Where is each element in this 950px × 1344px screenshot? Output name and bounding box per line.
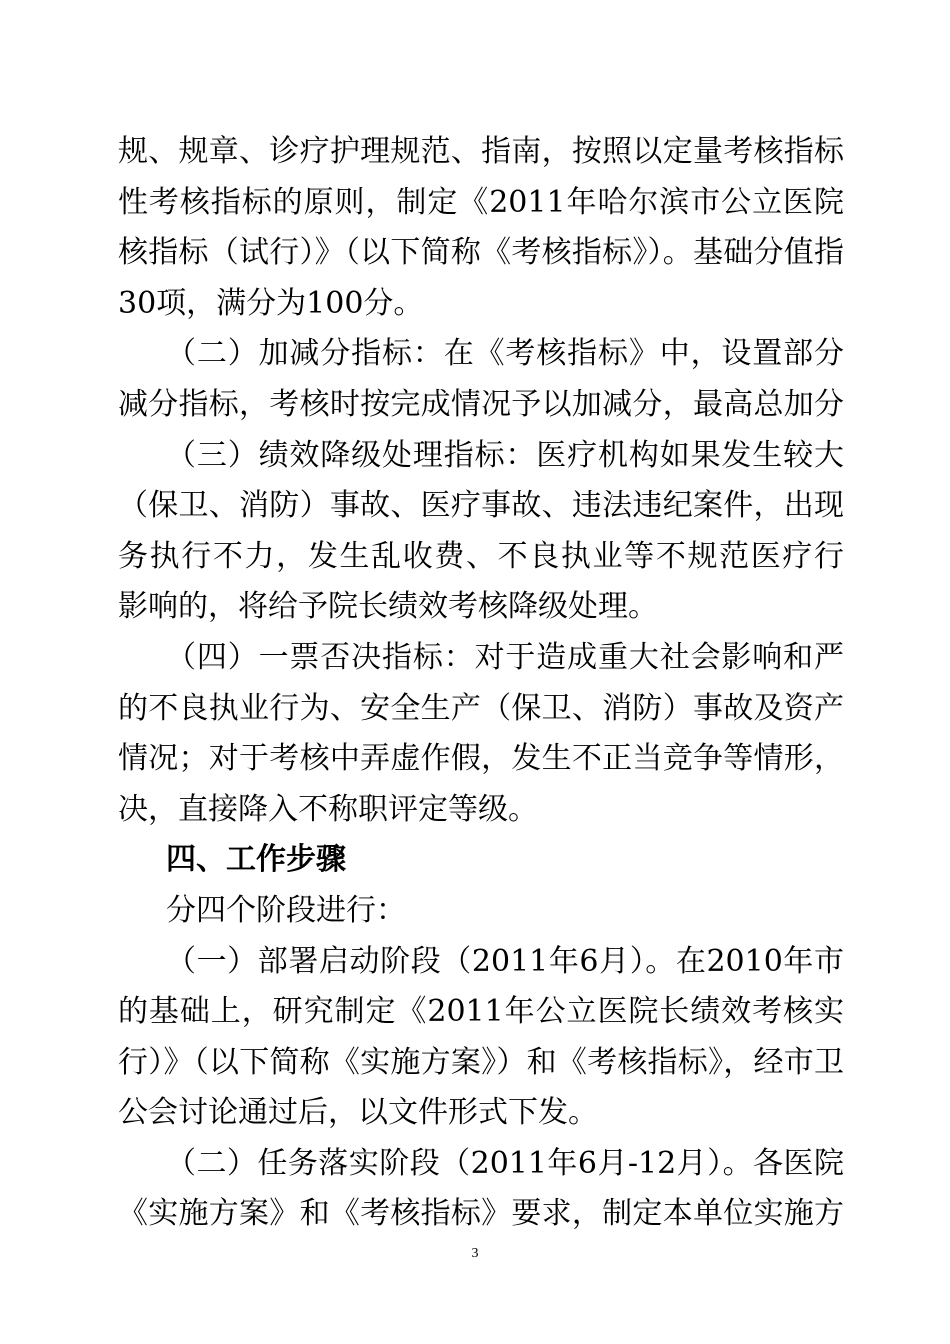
text-line: 行）》（以下简称《实施方案》）和《考核指标》，经市卫 [118, 1044, 844, 1080]
text-line: 的基础上，研究制定《2011年公立医院长绩效考核实 [118, 994, 844, 1030]
text-line: 公会讨论通过后，以文件形式下发。 [118, 1095, 598, 1131]
text-line: 核指标（试行）》（以下简称《考核指标》）。基础分值指 [118, 235, 844, 271]
text-line: 决，直接降入不称职评定等级。 [118, 791, 538, 827]
text-line: 减分指标，考核时按完成情况予以加减分，最高总加分 [118, 386, 844, 422]
text-line: （四）一票否决指标：对于造成重大社会影响和严 [166, 639, 844, 675]
body-text [118, 127, 844, 1240]
text-line: （二）任务落实阶段（2011年6月-12月）。各医院 [166, 1145, 844, 1181]
text-line: （保卫、消防）事故、医疗事故、违法违纪案件，出现 [118, 488, 844, 524]
page-number: 3 [471, 1246, 479, 1261]
section-heading: 四、工作步骤 [166, 842, 346, 878]
text-line: 性考核指标的原则，制定《2011年哈尔滨市公立医院 [118, 184, 844, 220]
text-line: （三）绩效降级处理指标：医疗机构如果发生较大 [166, 437, 844, 473]
text-line: 的不良执业行为、安全生产（保卫、消防）事故及资产 [118, 690, 844, 726]
text-line: 《实施方案》和《考核指标》要求，制定本单位实施方 [118, 1196, 844, 1232]
text-line: 30项，满分为100分。 [118, 285, 424, 321]
text-line: 规、规章、诊疗护理规范、指南，按照以定量考核指标 [118, 134, 844, 169]
text-line: 情况；对于考核中弄虚作假，发生不正当竞争等情形， [118, 741, 844, 777]
text-line: 影响的，将给予院长绩效考核降级处理。 [118, 589, 658, 625]
text-line: 分四个阶段进行： [166, 892, 406, 928]
text-line: （一）部署启动阶段（2011年6月）。在2010年市 [166, 943, 844, 979]
text-line: （二）加减分指标：在《考核指标》中，设置部分 [166, 336, 844, 372]
text-line: 务执行不力，发生乱收费、不良执业等不规范医疗行 [118, 538, 844, 574]
